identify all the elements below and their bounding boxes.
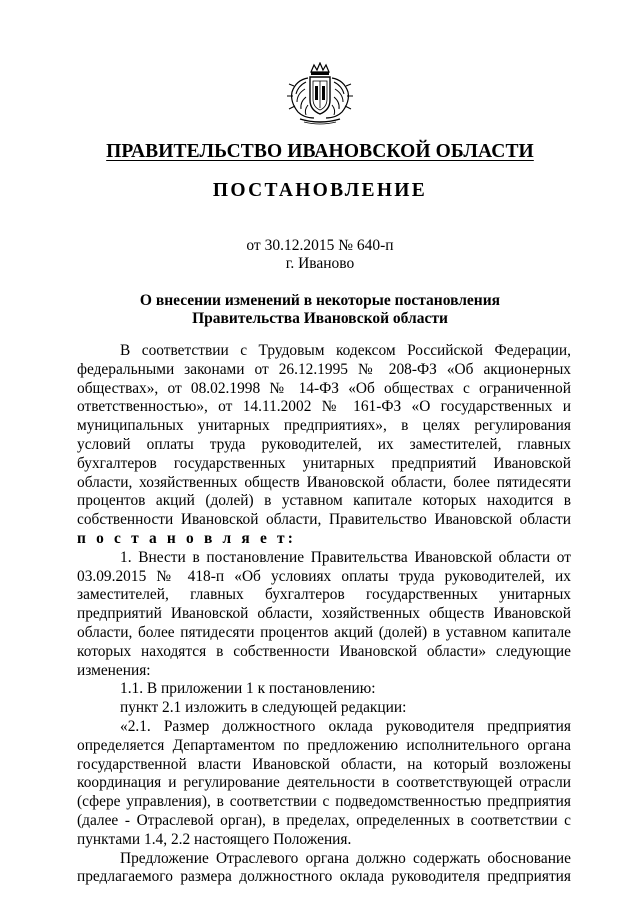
subject-line-1: О внесении изменений в некоторые постановления <box>139 292 501 309</box>
document-date-number: от 30.12.2015 № 640-п <box>246 237 394 254</box>
body-line: области, хозяйственных обществ Ивановской области, более пятидесяти <box>77 473 571 491</box>
body-line: предприятий Ивановской области, хозяйственных обществ Ивановской <box>77 605 571 623</box>
body-line: условий оплаты труда руководителей, их заместителей, главных <box>77 435 571 453</box>
body-line: Предложение Отраслевого органа должно содержать обоснование <box>120 849 571 867</box>
body-line: бухгалтеров государственных унитарных предприятий Ивановской <box>77 454 571 472</box>
body-line: муниципальных унитарных предприятиях», в целях регулирования <box>77 417 571 435</box>
body-line: определяется Департаментом по предложению исполнительного органа <box>77 736 571 754</box>
body-line: пункт 2.1 изложить в следующей редакции: <box>120 699 407 717</box>
body-line: обществах», от 08.02.1998 № 14-ФЗ «Об обществах с ограниченной <box>77 379 571 397</box>
subject-line-2: Правительства Ивановской области <box>192 310 448 327</box>
body-line: пунктами 1.4, 2.2 настоящего Положения. <box>77 830 352 848</box>
body-line: (далее - Отраслевой орган), в пределах, определенных в соответствии с <box>77 811 571 829</box>
body-line: ответственностью», от 14.11.2002 № 161-ФЗ «О государственных и <box>77 398 571 416</box>
body-line: заместителей, главных бухгалтеров государственных унитарных <box>77 586 571 604</box>
body-line: предлагаемого размера должностного оклада руководителя предприятия <box>77 868 571 886</box>
body-line: федеральными законами от 26.12.1995 № 208-ФЗ «Об акционерных <box>77 360 571 378</box>
body-line: 1. Внести в постановление Правительства Ивановской области от <box>120 548 571 566</box>
body-line: (сфере управления), в соответствии с подведомственностью предприятия <box>77 793 571 811</box>
resolves-keyword: п о с т а н о в л я е т: <box>77 529 297 547</box>
body-line: В соответствии с Трудовым кодексом Российской Федерации, <box>120 342 571 359</box>
body-line: государственной власти Ивановской области, на который возложены <box>77 755 571 773</box>
body-line: области, более пятидесяти процентов акций (долей) в уставном капитале <box>77 623 571 641</box>
body-line: 1.1. В приложении 1 к постановлению: <box>120 680 376 698</box>
body-line: «2.1. Размер должностного оклада руководителя предприятия <box>120 717 571 735</box>
document-city: г. Иваново <box>285 255 355 272</box>
body-line: изменения: <box>77 661 151 679</box>
body-line: координация и регулирование деятельности в соответствующей отрасли <box>77 774 571 792</box>
coat-of-arms-icon <box>286 62 354 126</box>
body-line: которых находятся в собственности Ивановской области» следующие <box>77 642 571 660</box>
document-body <box>77 342 571 887</box>
body-line: 03.09.2015 № 418-п «Об условиях оплаты труда руководителей, их <box>77 567 571 585</box>
body-line: собственности Ивановской области, Правительство Ивановской области <box>77 511 571 529</box>
document-type: ПОСТАНОВЛЕНИЕ <box>212 180 428 201</box>
government-title: ПРАВИТЕЛЬСТВО ИВАНОВСКОЙ ОБЛАСТИ <box>106 141 534 162</box>
body-line: процентов акций (долей) в уставном капитале которых находится в <box>77 492 571 510</box>
